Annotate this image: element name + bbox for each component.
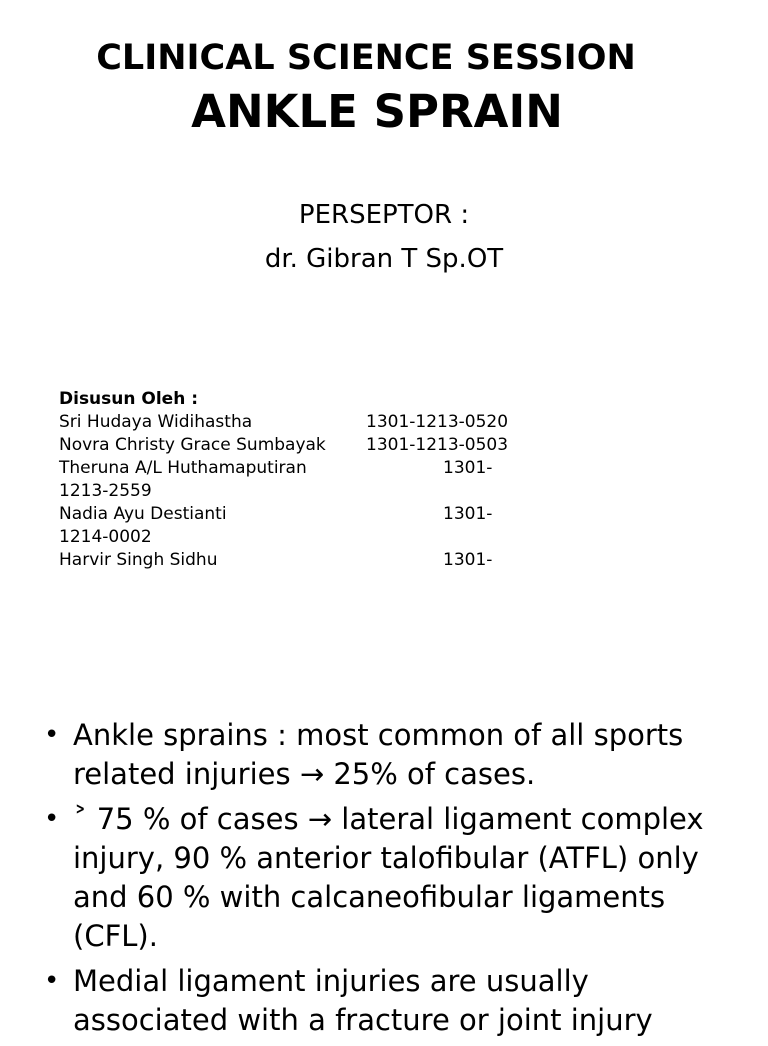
author-id: 1301- bbox=[443, 504, 493, 524]
bullet-text: Medial ligament injuries are usually associated with a fracture or joint injury bbox=[73, 964, 653, 1037]
author-name: Nadia Ayu Destianti bbox=[59, 504, 227, 524]
author-id-continuation: 1213-2559 bbox=[59, 481, 152, 501]
bullet-text: ˃ 75 % of cases → lateral ligament complex injury, 90 % anterior talofibular (ATFL) only and 60 % with calcaneofibular ligaments (CFL). bbox=[73, 802, 704, 953]
bullet-item bbox=[0, 800, 768, 956]
author-name: Sri Hudaya Widihastha bbox=[59, 412, 253, 432]
bullet-dot-icon: • bbox=[44, 720, 60, 750]
author-id: 1301- bbox=[443, 550, 493, 570]
authors-heading: Disusun Oleh : bbox=[59, 389, 199, 409]
perseptor-label: PERSEPTOR : bbox=[298, 200, 470, 230]
author-id: 1301-1213-0520 bbox=[366, 412, 509, 432]
author-id: 1301- bbox=[443, 458, 493, 478]
session-title: CLINICAL SCIENCE SESSION bbox=[96, 38, 636, 78]
author-id: 1301-1213-0503 bbox=[366, 435, 509, 455]
bullet-list bbox=[0, 716, 768, 1046]
authors-block bbox=[59, 388, 539, 572]
bullet-text: Ankle sprains : most common of all sports related injuries → 25% of cases. bbox=[73, 718, 684, 791]
bullet-item bbox=[0, 962, 768, 1040]
bullet-item bbox=[0, 716, 768, 794]
author-name: Theruna A/L Huthamaputiran bbox=[59, 458, 307, 478]
author-row bbox=[59, 503, 539, 549]
content-slide bbox=[0, 690, 768, 1037]
author-row bbox=[59, 549, 539, 572]
author-row bbox=[59, 457, 539, 503]
author-row bbox=[59, 411, 539, 434]
author-name: Harvir Singh Sidhu bbox=[59, 550, 218, 570]
author-name: Novra Christy Grace Sumbayak bbox=[59, 435, 326, 455]
author-id-continuation: 1214-0002 bbox=[59, 527, 152, 547]
bullet-dot-icon: • bbox=[44, 804, 60, 834]
author-row bbox=[59, 434, 539, 457]
bullet-dot-icon: • bbox=[44, 966, 60, 996]
topic-title: ANKLE SPRAIN bbox=[191, 85, 563, 138]
perseptor-name: dr. Gibran T Sp.OT bbox=[264, 244, 504, 274]
